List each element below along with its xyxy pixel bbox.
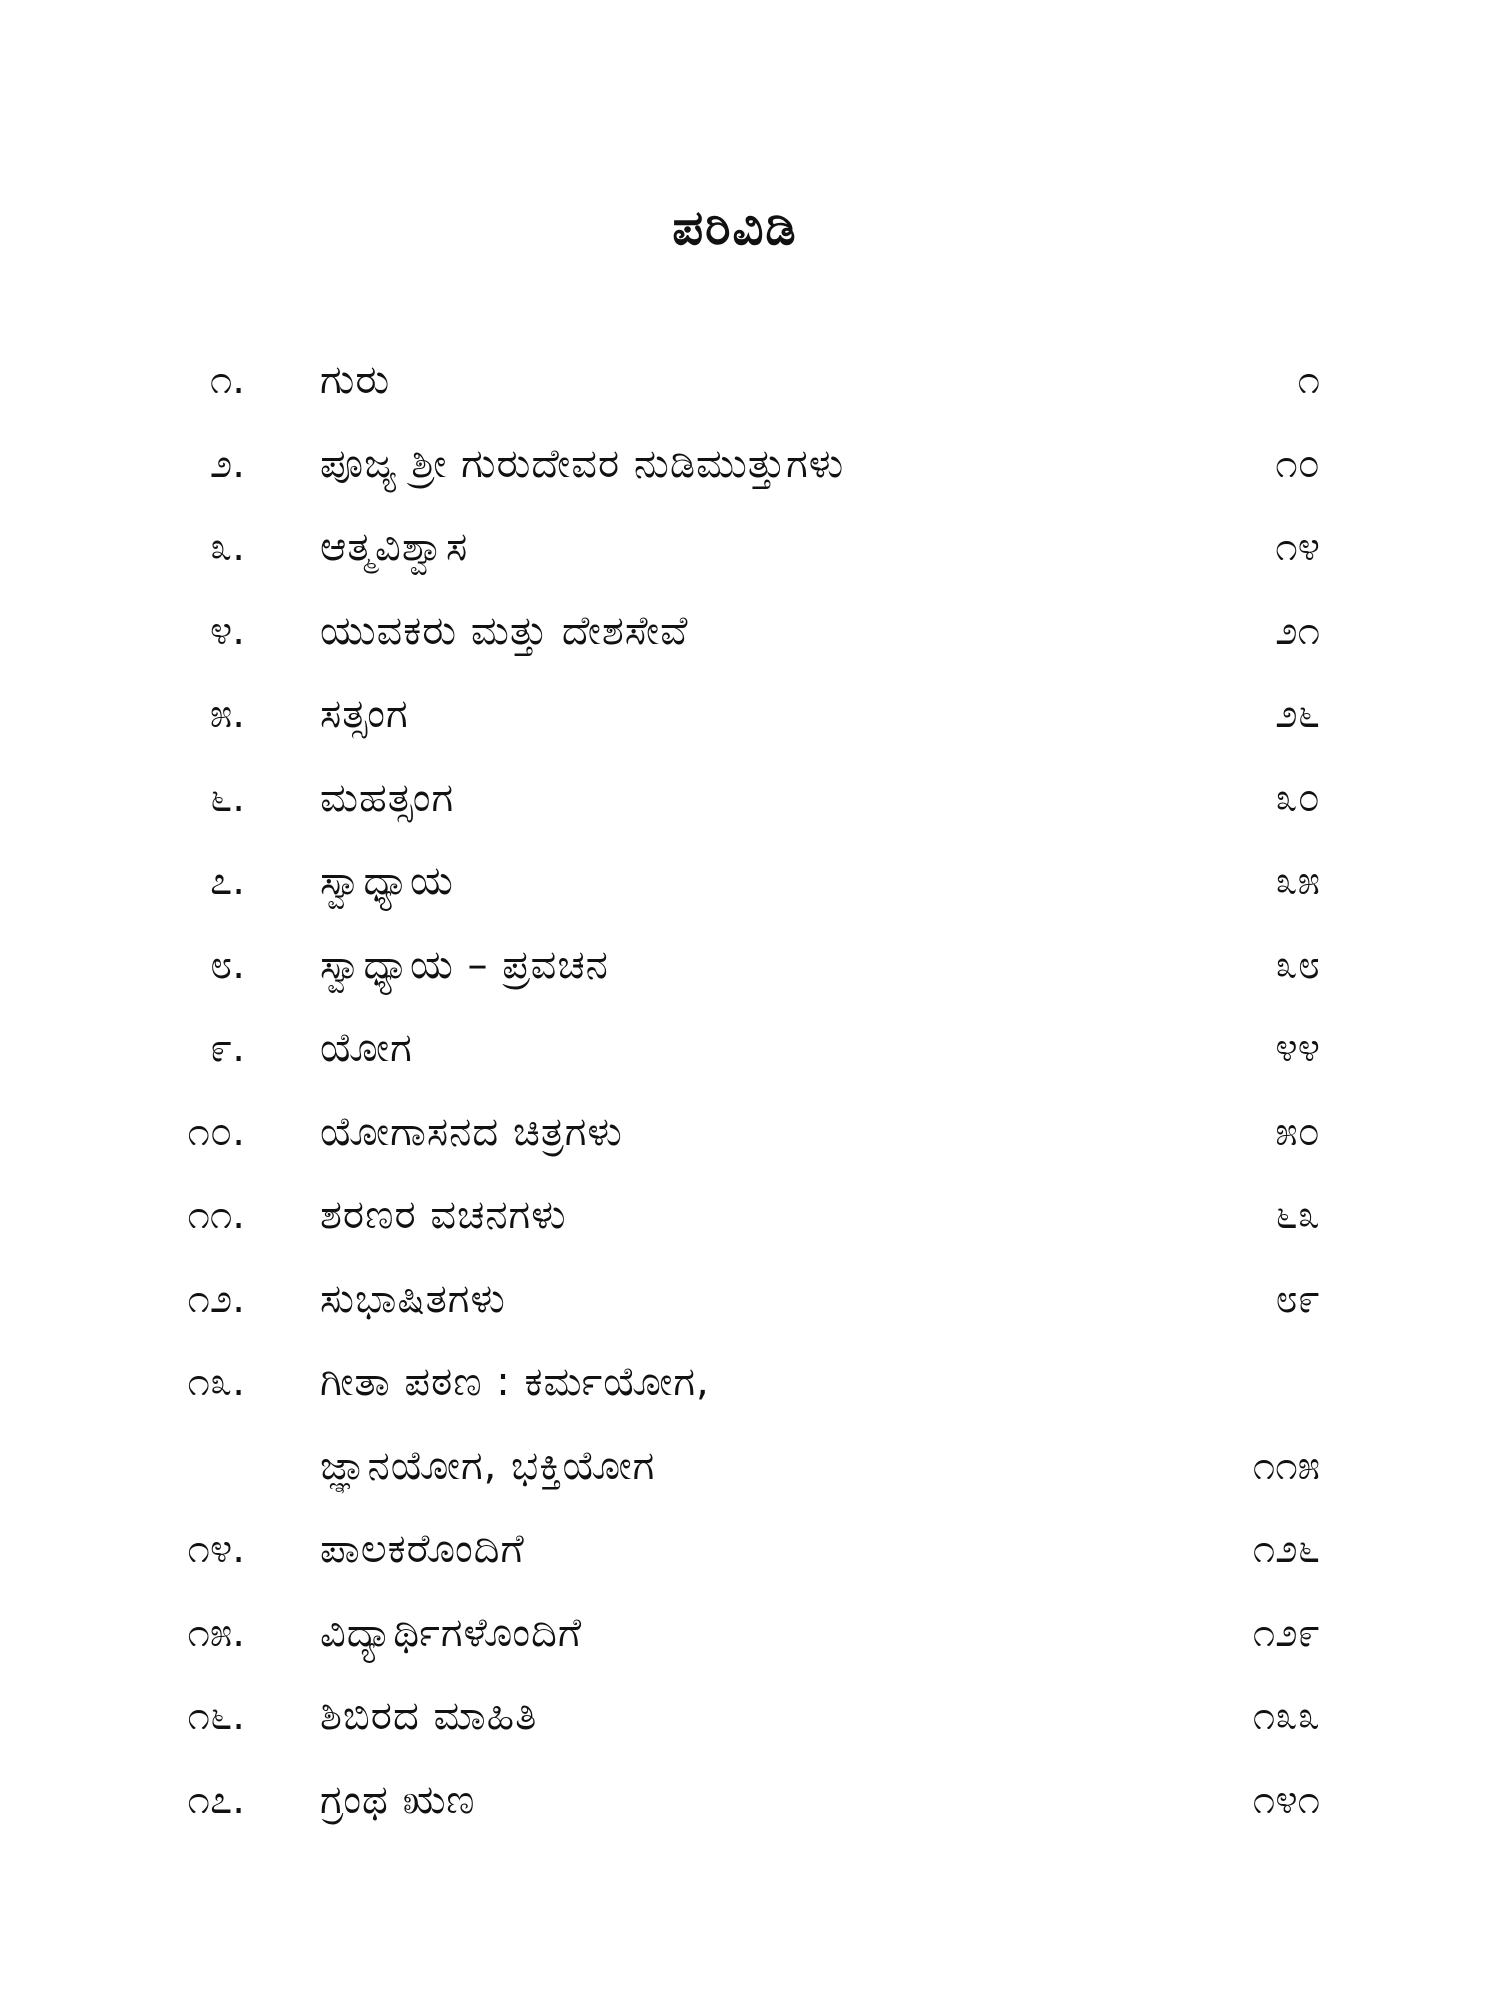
entry-title: ಯೋಗ xyxy=(320,1025,413,1071)
entry-title: ಜ್ಞಾನಯೋಗ, ಭಕ್ತಿಯೋಗ xyxy=(320,1442,656,1489)
entry-page-number: ೧೪ xyxy=(1275,524,1320,570)
toc-entry xyxy=(0,851,1500,935)
entry-page-number: ೩೫ xyxy=(1275,858,1320,904)
entry-page-number: ೬೩ xyxy=(1275,1192,1320,1238)
entry-title: ಸುಭಾಷಿತಗಳು xyxy=(320,1275,506,1322)
entry-number: ೧೩. xyxy=(187,1359,245,1405)
toc-entry xyxy=(0,1603,1500,1687)
entry-number: ೧೪. xyxy=(187,1526,245,1572)
toc-entry xyxy=(0,1185,1500,1269)
entry-number: ೨. xyxy=(209,440,245,487)
toc-entry xyxy=(0,1102,1500,1186)
entry-title: ವಿದ್ಯಾರ್ಥಿಗಳೊಂದಿಗೆ xyxy=(320,1609,583,1656)
entry-page-number: ೧೧೫ xyxy=(1252,1442,1320,1489)
entry-number: ೮. xyxy=(209,941,245,988)
entry-title: ಪಾಲಕರೊಂದಿಗೆ xyxy=(320,1526,525,1572)
entry-title: ಸ್ವಾಧ್ಯಾಯ xyxy=(320,858,454,904)
entry-number: ೧೭. xyxy=(187,1776,245,1823)
entry-page-number: ೪೪ xyxy=(1275,1025,1320,1071)
toc-entry xyxy=(0,1269,1500,1353)
entry-number: ೧೨. xyxy=(187,1275,245,1322)
toc-entry xyxy=(0,434,1500,518)
toc-entry xyxy=(0,768,1500,852)
entry-page-number: ೨೧ xyxy=(1275,607,1320,654)
entry-page-number: ೩೦ xyxy=(1275,774,1320,821)
entry-page-number: ೧೪೧ xyxy=(1252,1776,1320,1823)
entry-page-number: ೧ xyxy=(1297,357,1320,403)
toc-entry xyxy=(0,1519,1500,1603)
entry-title: ಪೂಜ್ಯ ಶ್ರೀ ಗುರುದೇವರ ನುಡಿಮುತ್ತುಗಳು xyxy=(320,440,845,487)
entry-page-number: ೧೦ xyxy=(1275,440,1320,487)
entry-page-number: ೩೮ xyxy=(1275,941,1320,988)
entry-number: ೧೫. xyxy=(187,1609,245,1656)
toc-entry xyxy=(0,1770,1500,1854)
toc-entry xyxy=(0,350,1500,434)
entry-title: ಶಿಬಿರದ ಮಾಹಿತಿ xyxy=(320,1693,538,1739)
entry-page-number: ೧೩೩ xyxy=(1252,1693,1320,1739)
toc-entry xyxy=(0,601,1500,685)
entry-number: ೩. xyxy=(209,524,245,570)
toc-entry xyxy=(0,935,1500,1019)
entry-title: ಮಹತ್ಸಂಗ xyxy=(320,774,455,821)
toc-entry xyxy=(0,1018,1500,1102)
entry-number: ೯. xyxy=(209,1025,245,1071)
page-title: ಪರಿವಿಡಿ xyxy=(672,200,798,256)
entry-title: ಆತ್ಮವಿಶ್ವಾಸ xyxy=(320,524,469,570)
toc-entry xyxy=(0,1686,1500,1770)
entry-number: ೧೦. xyxy=(187,1108,245,1155)
entry-page-number: ೧೨೯ xyxy=(1252,1609,1320,1656)
entry-number: ೭. xyxy=(209,858,245,904)
entry-number: ೪. xyxy=(209,607,245,654)
entry-title: ಯುವಕರು ಮತ್ತು ದೇಶಸೇವೆ xyxy=(320,607,689,654)
entry-number: ೬. xyxy=(209,774,245,821)
entry-title: ಸ್ವಾಧ್ಯಾಯ – ಪ್ರವಚನ xyxy=(320,941,609,988)
entry-page-number: ೫೦ xyxy=(1275,1108,1320,1155)
toc-entry xyxy=(0,517,1500,601)
entry-page-number: ೮೯ xyxy=(1275,1275,1320,1322)
entry-title: ಗ್ರಂಥ ಋಣ xyxy=(320,1776,476,1823)
entry-number: ೧. xyxy=(209,357,245,403)
entry-title: ಗುರು xyxy=(320,357,391,403)
entry-page-number: ೨೬ xyxy=(1275,691,1320,737)
entry-title: ಯೋಗಾಸನದ ಚಿತ್ರಗಳು xyxy=(320,1108,623,1155)
entry-number: ೧೬. xyxy=(187,1693,245,1739)
toc-entry-continuation xyxy=(0,1436,1500,1520)
table-of-contents xyxy=(0,350,1500,1853)
entry-title: ಗೀತಾ ಪಠಣ : ಕರ್ಮಯೋಗ, xyxy=(320,1359,710,1405)
entry-number: ೫. xyxy=(209,691,245,737)
entry-page-number: ೧೨೬ xyxy=(1252,1526,1320,1572)
toc-entry xyxy=(0,684,1500,768)
entry-title: ಸತ್ಸಂಗ xyxy=(320,691,409,737)
entry-number: ೧೧. xyxy=(187,1192,245,1238)
entry-title: ಶರಣರ ವಚನಗಳು xyxy=(320,1192,567,1238)
toc-entry xyxy=(0,1352,1500,1436)
